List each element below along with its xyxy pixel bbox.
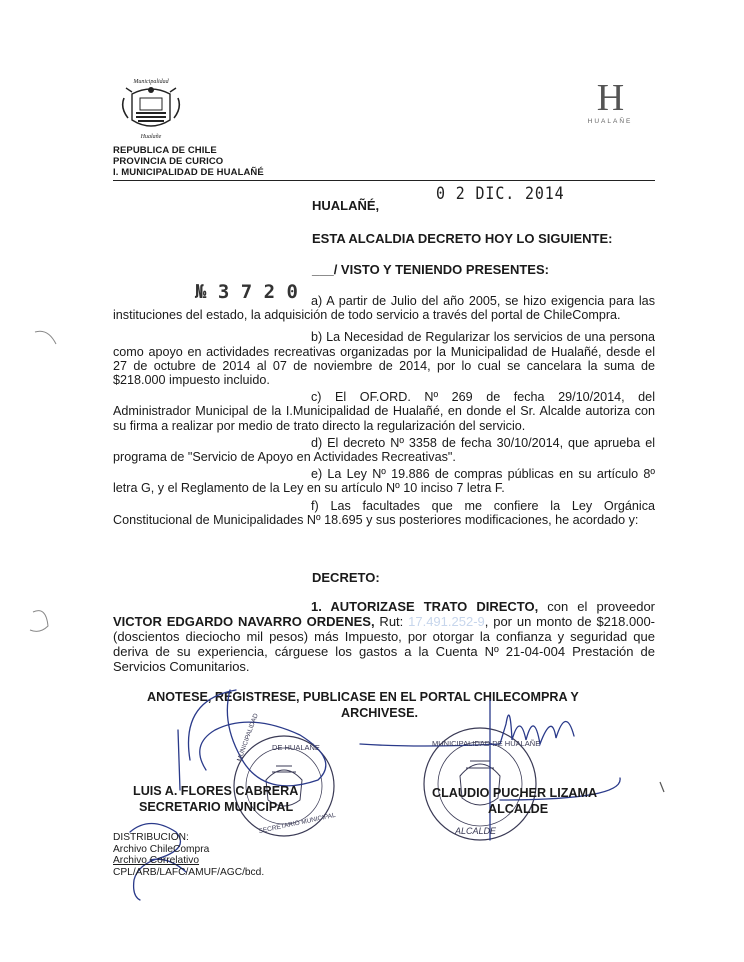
mayor-title: ALCALDE (488, 802, 549, 816)
header-divider (113, 180, 655, 181)
closing-line-1: ANOTESE, REGISTRESE, PUBLICASE EN EL PORTAL CHILECOMPRA Y (147, 690, 579, 704)
resolution-paragraph (113, 599, 655, 674)
visto-heading: ___/ VISTO Y TENIENDO PRESENTES: (312, 262, 549, 277)
decreto-heading: DECRETO: (312, 570, 380, 585)
mayor-name: CLAUDIO PUCHER LIZAMA (432, 786, 598, 800)
item-a: a) A partir de Julio del año 2005, se hizo exigencia para las instituciones del estado, la adquisición de todo servicio a través del portal de ChileCompra. (113, 294, 655, 323)
secretary-name: LUIS A. FLORES CABRERA (133, 784, 299, 798)
stamp-left-top-text: DE HUALAÑE (272, 743, 320, 752)
place-label: HUALAÑÉ, (312, 198, 380, 213)
stamp-left-side-text: MUNICIPALIDAD (236, 712, 260, 763)
closing-line-2: ARCHIVESE. (341, 706, 418, 720)
distribution-title: DISTRIBUCION: (113, 832, 189, 843)
crest-bottom-text: Hualañe (140, 134, 162, 140)
stamp-right-bottom-text: ALCALDE (455, 826, 497, 836)
decree-number-stamp: № 3 7 2 0 (195, 281, 298, 303)
brand-mark: H (596, 77, 624, 119)
rut-label: Rut: (374, 614, 409, 629)
intro-heading: ESTA ALCALDIA DECRETO HOY LO SIGUIENTE: (312, 231, 613, 246)
crest-top-text: Municipalidad (133, 79, 169, 85)
rut-value: 17.491.252-9 (408, 614, 485, 629)
institution-header (113, 145, 264, 178)
header-line: REPUBLICA DE CHILE (113, 145, 217, 156)
distribution-block (113, 832, 264, 878)
item-c: c) El OF.ORD. Nº 269 de fecha 29/10/2014, del Administrador Municipal de la I.Municipalidad de Hualañé, en donde el Sr. Alcalde autoriza con su firma a realizar por medio de trato directo la regularización del servicio. (113, 390, 655, 433)
stamp-left-bottom-text: SECRETARIO MUNICIPAL (258, 811, 337, 836)
provider-name: VICTOR EDGARDO NAVARRO ORDENES, (113, 614, 375, 629)
resolution-rest: , por un monto de $218.000- (doscientos dieciocho mil pesos) más Impuesto, por otorgar la confianza y seguridad que deriva de su experiencia, cárguese los gastos a la Cuenta Nº 21-04-004 Prestación de Servicios Comunitarios. (113, 614, 655, 674)
municipal-crest-logo (118, 74, 184, 142)
distribution-line: Archivo Correlativo (113, 855, 200, 867)
brand-text: HUALAÑE (587, 118, 633, 125)
header-line: I. MUNICIPALIDAD DE HUALAÑÉ (113, 167, 264, 178)
item-d: d) El decreto Nº 3358 de fecha 30/10/2014, que aprueba el programa de "Servicio de Apoyo en Actividades Recreativas". (113, 435, 655, 465)
hualane-brand-logo (582, 77, 638, 130)
distribution-line: Archivo ChileCompra (113, 843, 210, 855)
visto-items (113, 294, 655, 527)
secretary-signature (178, 690, 326, 790)
header-line: PROVINCIA DE CURICO (113, 156, 224, 167)
stamp-right-top-text: MUNICIPALIDAD DE HUALAÑE (432, 739, 541, 748)
distribution-line: CPL/ARB/LAFC/AMUF/AGC/bcd. (113, 866, 265, 878)
resolution-lead-rest: con el proveedor (538, 599, 655, 614)
item-e: e) La Ley Nº 19.886 de compras públicas en su artículo 8º letra G, y el Reglamento de la Ley en su artículo Nº 10 inciso 7 letra F. (113, 467, 655, 496)
mayor-signature (360, 700, 620, 840)
resolution-lead: 1. AUTORIZASE TRATO DIRECTO, (311, 599, 539, 614)
date-stamp: 0 2 DIC. 2014 (436, 184, 565, 204)
secretary-title: SECRETARIO MUNICIPAL (139, 800, 294, 814)
item-f: f) Las facultades que me confiere la Ley Orgánica Constitucional de Municipalidades Nº 18.695 y sus posteriores modificaciones, he acordado y: (113, 498, 655, 527)
item-b: b) La Necesidad de Regularizar los servicios de una persona como apoyo en actividades recreativas organizadas por la Municipalidad de Hualañé, desde el 27 de octubre de 2014 al 07 de noviembre de 2014, por lo cual se cancelara la suma de $218.000 impuesto incluido. (113, 330, 655, 388)
